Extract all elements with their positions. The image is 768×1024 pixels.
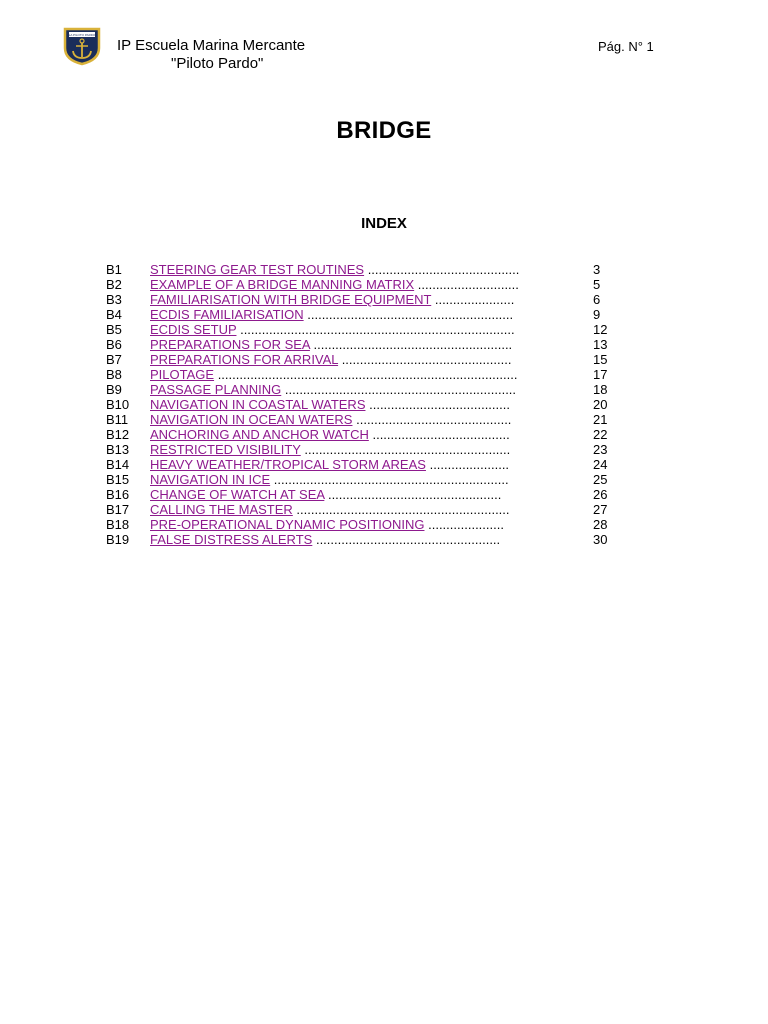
toc-leader: ................................................... [315, 532, 501, 547]
toc-row [106, 457, 626, 472]
toc-leader: .......................................... [367, 262, 520, 277]
toc-link[interactable]: PILOTAGE [150, 367, 215, 382]
toc-code: B9 [106, 382, 122, 397]
toc-leader: ...................................... [372, 427, 510, 442]
toc-leader: ................................................ [327, 487, 502, 502]
toc-link[interactable]: HEAVY WEATHER/TROPICAL STORM AREAS [150, 457, 426, 472]
toc-page: 21 [593, 412, 608, 427]
toc-code: B3 [106, 292, 122, 307]
toc-code: B14 [106, 457, 130, 472]
toc-row [106, 292, 626, 307]
toc-code: B15 [106, 472, 130, 487]
toc-code: B2 [106, 277, 122, 292]
toc-page: 26 [593, 487, 608, 502]
toc-link[interactable]: PASSAGE PLANNING [150, 382, 282, 397]
toc-link[interactable]: NAVIGATION IN ICE [150, 472, 271, 487]
toc-link[interactable]: PRE-OPERATIONAL DYNAMIC POSITIONING [150, 517, 425, 532]
toc-row [106, 517, 626, 532]
toc-row [106, 442, 626, 457]
toc-link[interactable]: PREPARATIONS FOR ARRIVAL [150, 352, 339, 367]
toc-row [106, 307, 626, 322]
toc-row [106, 487, 626, 502]
toc-page: 25 [593, 472, 608, 487]
school-logo [62, 26, 102, 66]
toc-link[interactable]: FAMILIARISATION WITH BRIDGE EQUIPMENT [150, 292, 432, 307]
toc-page: 6 [593, 292, 601, 307]
document-title: BRIDGE [336, 117, 432, 144]
toc-row [106, 322, 626, 337]
toc-page: 9 [593, 307, 601, 322]
svg-text:LA PILOTO PARDO: LA PILOTO PARDO [68, 33, 96, 37]
toc-link[interactable]: STEERING GEAR TEST ROUTINES [150, 262, 365, 277]
toc-leader: ....................................................... [313, 337, 513, 352]
toc-code: B1 [106, 262, 122, 277]
toc-link[interactable]: NAVIGATION IN COASTAL WATERS [150, 397, 366, 412]
toc-link[interactable]: ECDIS SETUP [150, 322, 237, 337]
toc-leader: ..................... [428, 517, 504, 532]
toc-link[interactable]: RESTRICTED VISIBILITY [150, 442, 301, 457]
toc-page: 17 [593, 367, 608, 382]
toc-leader: ................................................................ [284, 382, 517, 397]
toc-leader: ......................................................... [304, 442, 511, 457]
toc-row [106, 367, 626, 382]
toc-row [106, 352, 626, 367]
toc-row [106, 262, 626, 277]
toc-row [106, 397, 626, 412]
toc-link[interactable]: FALSE DISTRESS ALERTS [150, 532, 313, 547]
toc-row [106, 337, 626, 352]
school-name: IP Escuela Marina Mercante [117, 37, 306, 54]
toc-leader: ......................................................... [307, 307, 514, 322]
toc-page: 24 [593, 457, 608, 472]
toc-page: 15 [593, 352, 608, 367]
toc-code: B12 [106, 427, 130, 442]
toc-page: 13 [593, 337, 608, 352]
toc-page: 20 [593, 397, 608, 412]
toc-link[interactable]: NAVIGATION IN OCEAN WATERS [150, 412, 353, 427]
toc-leader: ........................................... [356, 412, 512, 427]
toc-page: 5 [593, 277, 601, 292]
toc-link[interactable]: ECDIS FAMILIARISATION [150, 307, 304, 322]
toc-leader: ................................................................................... [217, 367, 518, 382]
toc-link[interactable]: PREPARATIONS FOR SEA [150, 337, 310, 352]
toc-code: B19 [106, 532, 130, 547]
anchor-crest-icon [62, 26, 102, 66]
index-heading: INDEX [361, 215, 407, 232]
toc-code: B17 [106, 502, 130, 517]
toc-leader: ........................................................... [296, 502, 510, 517]
toc-page: 30 [593, 532, 608, 547]
toc-code: B16 [106, 487, 130, 502]
toc-leader: ................................................................. [273, 472, 509, 487]
toc-row [106, 277, 626, 292]
toc-page: 12 [593, 322, 608, 337]
toc-page: 23 [593, 442, 608, 457]
toc-row [106, 427, 626, 442]
toc-leader: ............................................... [341, 352, 512, 367]
toc-page: 22 [593, 427, 608, 442]
toc-leader: ....................................... [369, 397, 510, 412]
page-number: Pág. N° 1 [598, 39, 654, 54]
toc-page: 18 [593, 382, 608, 397]
toc-code: B11 [106, 412, 129, 427]
toc-link[interactable]: ANCHORING AND ANCHOR WATCH [150, 427, 369, 442]
toc-page: 28 [593, 517, 608, 532]
toc-row [106, 382, 626, 397]
toc-leader: ...................... [434, 292, 515, 307]
school-subtitle: "Piloto Pardo" [171, 55, 264, 72]
toc-leader: ............................................................................ [240, 322, 515, 337]
table-of-contents [106, 262, 626, 547]
toc-code: B5 [106, 322, 122, 337]
toc-link[interactable]: EXAMPLE OF A BRIDGE MANNING MATRIX [150, 277, 415, 292]
toc-code: B4 [106, 307, 122, 322]
toc-row [106, 412, 626, 427]
toc-link[interactable]: CHANGE OF WATCH AT SEA [150, 487, 325, 502]
toc-leader: ............................ [417, 277, 519, 292]
toc-row [106, 472, 626, 487]
toc-code: B7 [106, 352, 122, 367]
toc-code: B10 [106, 397, 130, 412]
toc-code: B6 [106, 337, 122, 352]
toc-code: B18 [106, 517, 130, 532]
toc-link[interactable]: CALLING THE MASTER [150, 502, 293, 517]
toc-code: B8 [106, 367, 122, 382]
toc-page: 3 [593, 262, 601, 277]
toc-leader: ...................... [429, 457, 510, 472]
toc-row [106, 502, 626, 517]
toc-page: 27 [593, 502, 608, 517]
toc-row [106, 532, 626, 547]
toc-code: B13 [106, 442, 130, 457]
